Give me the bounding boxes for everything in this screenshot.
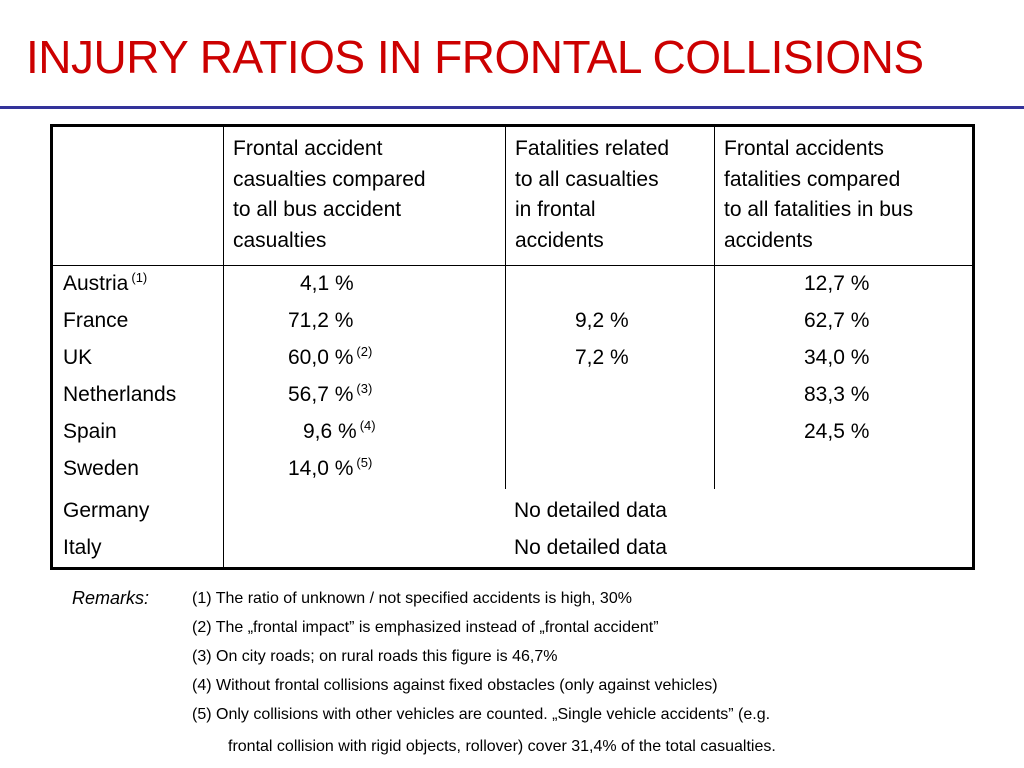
remark-item: (1) The ratio of unknown / not specified accidents is high, 30%	[192, 590, 632, 607]
remark-item: (2) The „frontal impact” is emphasized instead of „frontal accident”	[192, 619, 659, 636]
remark-continuation: frontal collision with rigid objects, rollover) cover 31,4% of the total casualties.	[228, 738, 776, 755]
column-divider-1	[223, 127, 224, 567]
country-label: UK	[63, 346, 93, 369]
cell-frontal-casualties: 56,7 % $^{(3)}$	[288, 381, 373, 406]
footnote-marker: (5)	[356, 455, 373, 470]
country-label: Spain	[63, 420, 117, 443]
cell-frontal-casualties: 60,0 % $^{(2)}$	[288, 344, 373, 369]
country-label: Italy	[63, 536, 102, 559]
remark-item: (4) Without frontal collisions against fixed obstacles (only against vehicles)	[192, 677, 718, 694]
title-divider	[0, 106, 1024, 109]
country-label: Sweden	[63, 457, 139, 480]
header-col-1: Frontal accident casualties compared to all bus accident casualties	[233, 137, 426, 252]
cell-frontal-casualties: 14,0 % $^{(5)}$	[288, 455, 373, 480]
column-divider-2	[505, 127, 506, 489]
no-data-note: No detailed data	[514, 499, 667, 522]
no-data-note: No detailed data	[514, 536, 667, 559]
remark-item: (3) On city roads; on rural roads this figure is 46,7%	[192, 648, 558, 665]
footnote-marker: (1)	[131, 270, 148, 285]
country-label: France	[63, 309, 129, 332]
page-title: INJURY RATIOS IN FRONTAL COLLISIONS	[26, 31, 924, 83]
header-col-3: Frontal accidents fatalities compared to all fatalities in bus accidents	[724, 137, 914, 252]
cell-frontal-fatalities: 12,7 %	[804, 272, 870, 295]
cell-frontal-fatalities: 62,7 %	[804, 309, 870, 332]
cell-frontal-fatalities: 83,3 %	[804, 383, 870, 406]
footnote-marker: (3)	[356, 381, 373, 396]
cell-frontal-casualties: 4,1 %	[300, 272, 354, 295]
country-label: Austria $^{(1)}$	[63, 270, 148, 295]
cell-frontal-casualties: 71,2 %	[288, 309, 354, 332]
header-col-2: Fatalities related to all casualties in frontal accidents	[515, 137, 670, 252]
cell-fatalities-ratio: 9,2 %	[575, 309, 629, 332]
country-label: Netherlands	[63, 383, 177, 406]
country-label: Germany	[63, 499, 150, 522]
header-divider	[53, 265, 972, 266]
cell-frontal-fatalities: 34,0 %	[804, 346, 870, 369]
remarks-label: Remarks:	[72, 588, 150, 608]
cell-fatalities-ratio: 7,2 %	[575, 346, 629, 369]
cell-frontal-casualties: 9,6 % $^{(4)}$	[303, 418, 376, 443]
footnote-marker: (2)	[356, 344, 373, 359]
footnote-marker: (4)	[359, 418, 376, 433]
cell-frontal-fatalities: 24,5 %	[804, 420, 870, 443]
remark-item: (5) Only collisions with other vehicles are counted. „Single vehicle accidents” (e.g.	[192, 706, 771, 723]
